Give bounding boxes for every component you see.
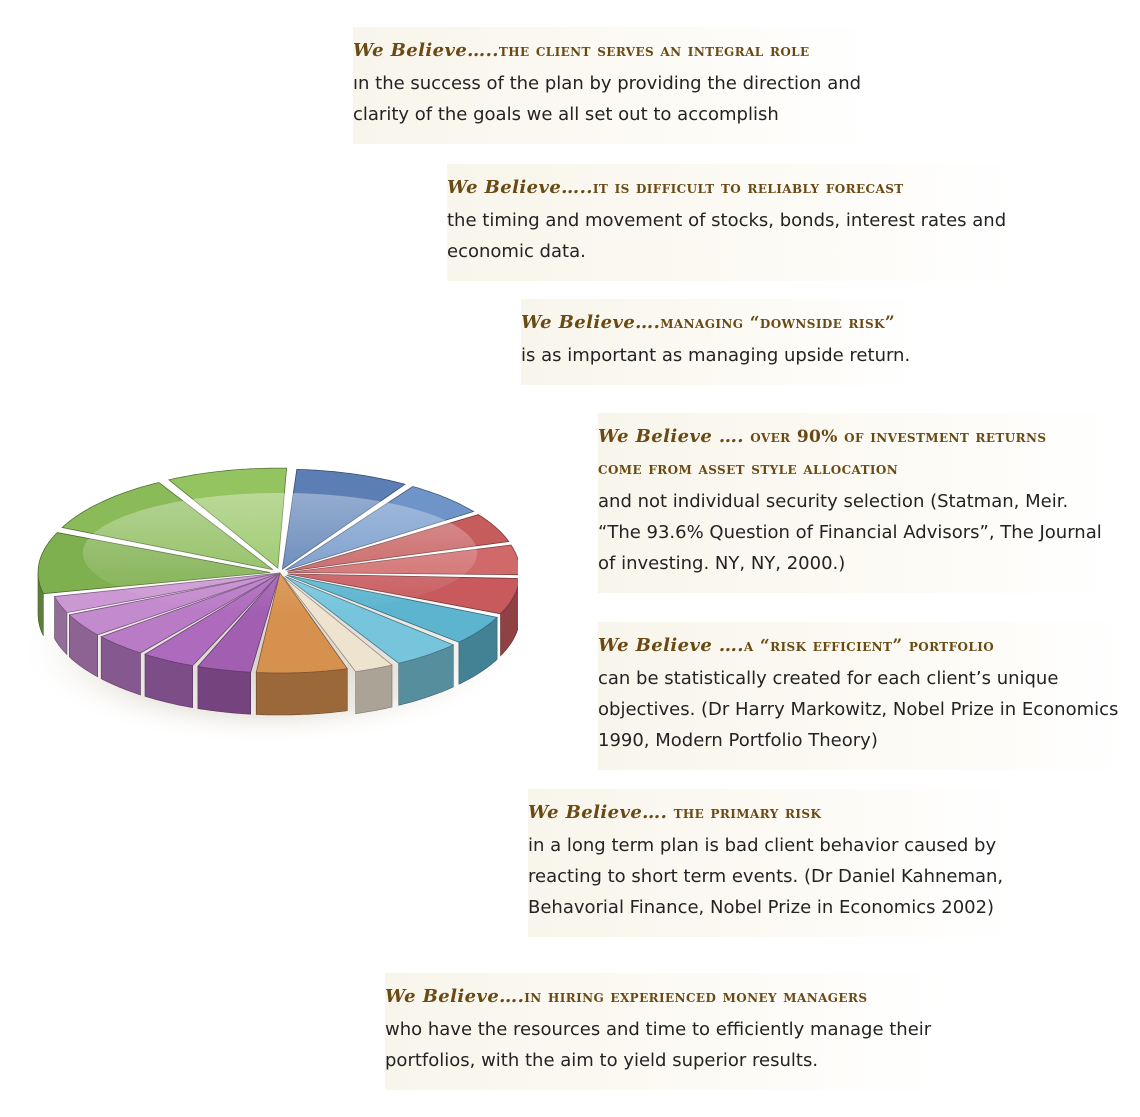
belief-body-line: and not individual security selection (Statman, Meir. (598, 491, 1069, 512)
belief-lead: We Believe….. (447, 177, 593, 198)
belief-body-line: 1990, Modern Portfolio Theory) (598, 730, 878, 751)
belief-body-line: can be statistically created for each client’s unique (598, 668, 1059, 689)
belief-heading (521, 307, 910, 340)
pie-slice-side (198, 667, 251, 715)
belief-lead: We Believe…. (385, 986, 525, 1007)
belief-lead: We Believe….. (353, 40, 499, 61)
belief-lead: We Believe …. (598, 635, 744, 656)
belief-heading-line: the primary risk (667, 803, 822, 823)
belief-heading (447, 172, 1006, 205)
belief-7 (385, 973, 943, 1090)
belief-6 (528, 789, 1015, 937)
belief-body-line: is as important as managing upside return. (521, 345, 911, 366)
belief-lead: We Believe …. (598, 426, 744, 447)
belief-body-line: ın the success of the plan by providing the direction and (353, 73, 862, 94)
pie-highlight (83, 493, 477, 613)
belief-lead: We Believe…. (528, 802, 668, 823)
belief-body-line: the timing and movement of stocks, bonds, interest rates and (447, 210, 1007, 231)
belief-lead: We Believe…. (521, 312, 661, 333)
belief-body-line: portfolios, with the aim to yield superior results. (385, 1050, 819, 1071)
belief-heading-line: a “risk efficient” portfolio (743, 636, 995, 656)
belief-body-line: objectives. (Dr Harry Markowitz, Nobel Prize in Economics (598, 699, 1119, 720)
belief-heading (353, 35, 861, 68)
belief-body-line: Behavorial Finance, Nobel Prize in Economics 2002) (528, 897, 995, 918)
belief-heading (598, 421, 1102, 454)
belief-heading-line: it is difficult to reliably forecast (592, 178, 904, 198)
allocation-pie-graphic (18, 455, 518, 745)
belief-body-line: of investing. NY, NY, 2000.) (598, 553, 846, 574)
belief-heading-continued (598, 454, 1102, 486)
pie-slice-side (356, 665, 392, 714)
belief-body-line: “The 93.6% Question of Financial Advisors”, The Journal (598, 522, 1102, 543)
belief-heading-line: come from asset style allocation (598, 459, 899, 479)
belief-body-line: in a long term plan is bad client behavior caused by (528, 835, 997, 856)
pie-slice-side (256, 669, 347, 715)
belief-body-line: reacting to short term events. (Dr Daniel Kahneman, (528, 866, 1004, 887)
belief-heading (598, 630, 1118, 663)
belief-heading-line: over 90% of investment returns (743, 427, 1047, 447)
belief-2 (447, 164, 1018, 281)
belief-heading-line: the client serves an integral role (498, 41, 810, 61)
belief-3 (521, 299, 922, 385)
belief-heading (385, 981, 931, 1014)
belief-1 (353, 27, 873, 144)
belief-heading (528, 797, 1003, 830)
belief-body-line: clarity of the goals we all set out to accomplish (353, 104, 779, 125)
belief-body-line: who have the resources and time to efficiently manage their (385, 1019, 932, 1040)
belief-5 (598, 622, 1130, 770)
belief-body-line: economic data. (447, 241, 586, 262)
belief-4 (598, 413, 1114, 593)
belief-heading-line: in hiring experienced money managers (524, 987, 868, 1007)
belief-heading-line: managing “downside risk” (660, 313, 896, 333)
